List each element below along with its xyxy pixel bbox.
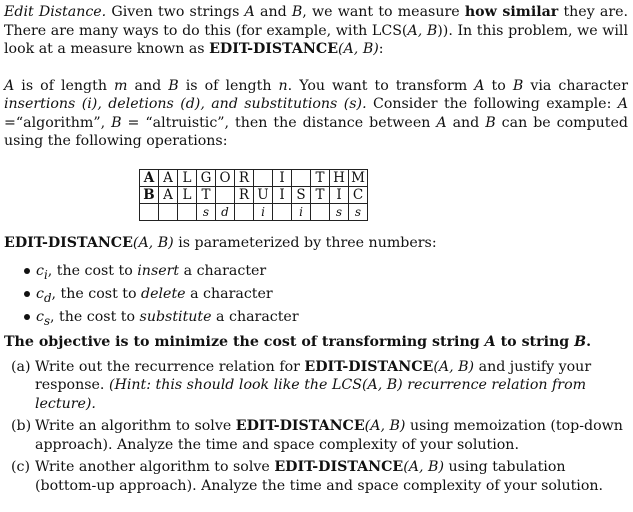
intro-paragraph: Edit Distance. Given two strings A and B, we want to measure how similar they are. There are many ways to do this (for example, with LCS(A, B)). In this problem, we will look at a measure known as EDIT-DISTANCE(A, B): bbox=[4, 4, 629, 57]
table-cell: I bbox=[273, 186, 292, 203]
list-item: $c_i$, the cost to insert a character bbox=[24, 262, 628, 285]
table-cell bbox=[159, 203, 178, 220]
table-cell: T bbox=[311, 169, 330, 186]
intro-title: Edit Distance. bbox=[4, 4, 107, 20]
parameters-intro: EDIT-DISTANCE(A, B) is parameterized by three numbers: bbox=[4, 234, 437, 251]
bullet-icon bbox=[24, 314, 30, 320]
bullet-icon bbox=[24, 291, 30, 297]
part-label: (c) bbox=[11, 459, 31, 475]
table-cell bbox=[216, 186, 235, 203]
table-cell: s bbox=[330, 203, 349, 220]
list-item: (b) Write an algorithm to solve EDIT-DISTANCE(A, B) using memoization (top-down approach). Analyze the time and space complexity of your solution. bbox=[11, 418, 623, 453]
table-cell bbox=[178, 203, 197, 220]
table-cell: S bbox=[292, 186, 311, 203]
cost-list bbox=[4, 262, 628, 331]
table-cell: U bbox=[254, 186, 273, 203]
how-similar-emphasis: how similar bbox=[464, 4, 559, 20]
bullet-icon bbox=[24, 268, 30, 274]
table-cell: C bbox=[349, 186, 368, 203]
table-cell: T bbox=[197, 186, 216, 203]
table-cell: R bbox=[235, 169, 254, 186]
table-cell: A bbox=[159, 186, 178, 203]
table-cell bbox=[311, 203, 330, 220]
alignment-row-a bbox=[140, 169, 368, 186]
table-cell bbox=[273, 203, 292, 220]
table-cell: L bbox=[178, 186, 197, 203]
table-cell: T bbox=[311, 186, 330, 203]
alignment-table-container bbox=[139, 169, 628, 221]
table-cell: i bbox=[292, 203, 311, 220]
table-cell: M bbox=[349, 169, 368, 186]
table-cell bbox=[292, 169, 311, 186]
list-item: (c) Write another algorithm to solve EDIT-DISTANCE(A, B) using tabulation (bottom-up approach). Analyze the time and space complexity of your solution. bbox=[11, 459, 604, 494]
table-cell: d bbox=[216, 203, 235, 220]
list-item: $c_d$, the cost to delete a character bbox=[24, 285, 628, 308]
table-cell: H bbox=[330, 169, 349, 186]
question-parts bbox=[4, 358, 628, 496]
alignment-row-ops bbox=[140, 203, 368, 220]
document bbox=[4, 3, 628, 499]
list-item: (a) Write out the recurrence relation for EDIT-DISTANCE(A, B) and justify your response. (Hint: this should look like the LCS(A, B) recurrence relation from lecture). bbox=[11, 358, 592, 412]
table-cell bbox=[254, 169, 273, 186]
table-cell: s bbox=[197, 203, 216, 220]
list-item: $c_s$, the cost to substitute a character bbox=[24, 308, 628, 331]
objective-statement: The objective is to minimize the cost of transforming string A to string B. bbox=[4, 334, 592, 350]
part-label: (b) bbox=[11, 418, 32, 434]
part-label: (a) bbox=[11, 358, 31, 375]
table-cell: G bbox=[197, 169, 216, 186]
table-cell: A bbox=[159, 169, 178, 186]
alignment-row-b bbox=[140, 186, 368, 203]
table-cell: L bbox=[178, 169, 197, 186]
table-cell: I bbox=[330, 186, 349, 203]
hint-text: (Hint: this should look like the LCS(A, B) recurrence relation from lecture). bbox=[35, 377, 587, 412]
table-cell: R bbox=[235, 186, 254, 203]
problem-description: A is of length m and B is of length n. You want to transform A to B via character insertions (i), deletions (d), and substitutions (s). Consider the following example: A =“algorithm”, B = “altruistic”, then the distance between A and B can be computed using the following operations: bbox=[4, 77, 629, 149]
table-cell bbox=[140, 203, 159, 220]
table-cell: B bbox=[140, 186, 159, 203]
table-cell: i bbox=[254, 203, 273, 220]
table-cell bbox=[235, 203, 254, 220]
alignment-table bbox=[139, 169, 368, 221]
table-cell: A bbox=[140, 169, 159, 186]
table-cell: s bbox=[349, 203, 368, 220]
table-cell: I bbox=[273, 169, 292, 186]
table-cell: O bbox=[216, 169, 235, 186]
